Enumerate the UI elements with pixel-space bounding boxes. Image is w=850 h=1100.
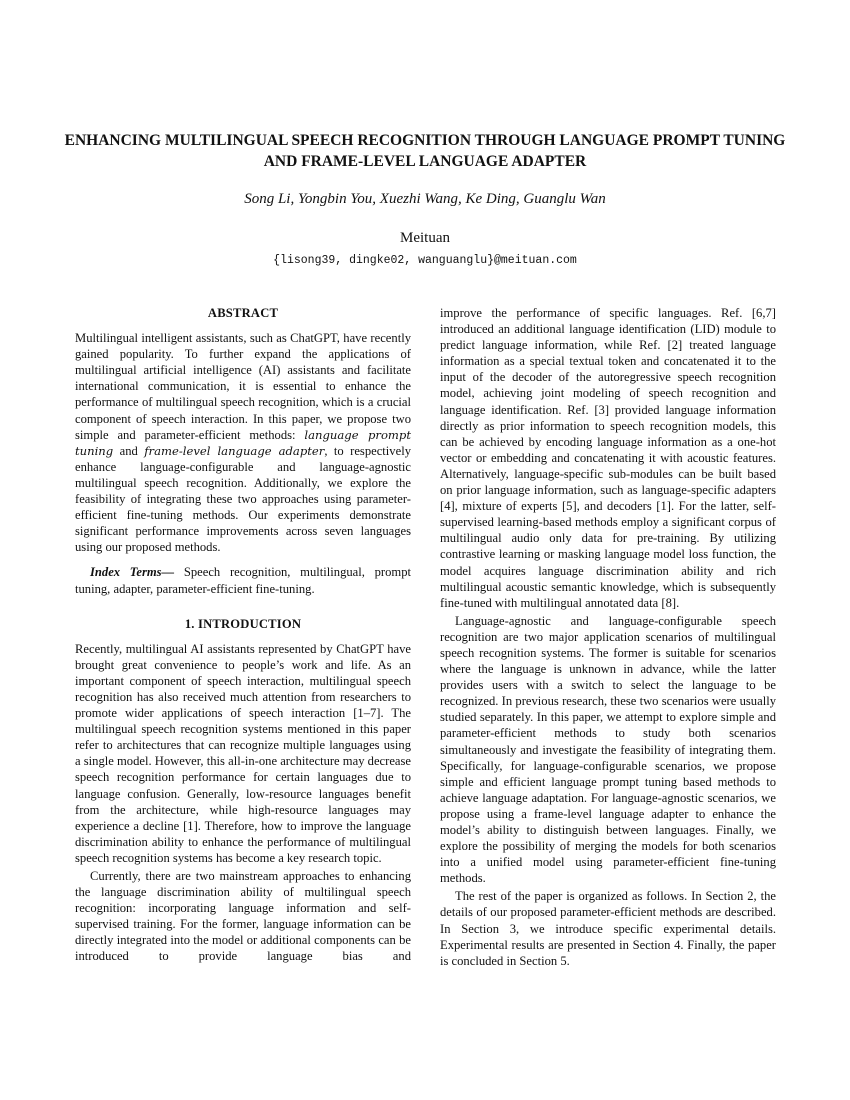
paper-title: ENHANCING MULTILINGUAL SPEECH RECOGNITION THROUGH LANGUAGE PROMPT TUNING AND FRAME-LEVEL LANGUAGE ADAPTER <box>64 132 786 170</box>
intro-paragraph-4: The rest of the paper is organized as follows. In Section 2, the details of our proposed parameter-efficient methods are described. In Section 3, we introduce specific experimental details. Experimental results are presented in Section 4. Finally, the paper is concluded in Section 5. <box>440 889 776 968</box>
method-frame-level-language-adapter: frame-level language adapter <box>144 443 325 458</box>
intro-paragraph-3: Language-agnostic and language-configurable speech recognition are two major application scenarios of multilingual speech recognition systems. The former is suitable for scenarios where the language is unknown in advance, while the latter provides users with a switch to select the language to be recognized. In previous research, these two scenarios were usually studied separately. In this paper, we attempt to explore simple and parameter-efficient methods to study both scenarios simultaneously and investigate the feasibility of integrating them. Specifically, for language-configurable scenarios, we propose simple and efficient language prompt tuning based methods to achieve language adaptation. For language-agnostic scenarios, we propose using a frame-level language adapter to enhance the model’s ability to distinguish between languages. Finally, we explore the possibility of merging the models for both scenarios into a unified model using parameter-efficient fine-tuning methods. <box>440 613 776 886</box>
abstract-heading: ABSTRACT <box>207 306 279 320</box>
abstract-text-after: , to respectively enhance language-configurable and language-agnostic multilingual speech recognition. Additionally, we explore the feasibility of integrating these two approaches using parameter-efficient fine-tuning methods. Our experiments demonstrate significant performance improvements across seven languages using our proposed methods. <box>75 443 411 555</box>
intro-paragraph-2-continued: improve the performance of specific languages. Ref. [6,7] introduced an additional language identification (LID) module to predict language information, while Ref. [2] treated language information as a special textual token and concatenated it to the input of the decoder of the autoregressive speech recognition model, achieving joint modeling of speech recognition and language identification. Ref. [3] provided language information directly as prior information to speech recognition models, this can be achieved by encoding language information as a one-hot vector or embedding and concatenating it with acoustic features. Alternatively, language-specific sub-modules can be built based on prior language information, such as language-specific adapters [4], mixture of experts [5], and decoders [1]. For the latter, self-supervised learning-based methods employ a significant corpus of multilingual audio only data for pre-training. By utilizing contrastive learning or masking language model loss function, the model acquires language discrimination ability and rich multilingual acoustic semantic knowledge, which is subsequently fine-tuned with multilingual annotated data [8]. <box>440 306 776 610</box>
right-column <box>440 305 776 971</box>
index-terms-text: Speech recognition, multilingual, prompt tuning, adapter, parameter-efficient fine-tuning. <box>75 565 411 596</box>
intro-paragraph-2: Currently, there are two mainstream approaches to enhancing the language discrimination ability of multilingual speech recognition: incorporating language information and self-supervised training. For the former, language information can be directly integrated into the model or additional components can be introduced to provide language bias and <box>75 869 411 964</box>
abstract-text <box>75 330 411 555</box>
method-language-prompt-tuning: language prompt tuning <box>75 427 411 458</box>
author-email: {lisong39, dingke02, wanguanglu}@meituan.com <box>273 254 577 267</box>
abstract-text-before: Multilingual intelligent assistants, such as ChatGPT, have recently gained popularity. To further expand the applications of multilingual artificial intelligence (AI) assistants and facilitate international communication, it is essential to enhance the performance of multilingual speech recognition, which is a crucial component of speech interaction. In this paper, we propose two simple and parameter-efficient methods: <box>75 331 411 442</box>
index-terms <box>75 564 411 596</box>
index-terms-label: Index Terms— <box>90 565 175 580</box>
section-heading-introduction: 1. INTRODUCTION <box>184 616 302 631</box>
intro-paragraph-1: Recently, multilingual AI assistants represented by ChatGPT have brought great convenience to people’s work and life. As an important component of speech interaction, multilingual speech recognition has also received much attention from researchers to promote wider applications of speech interaction [1–7]. The multilingual speech recognition systems mentioned in this paper refer to architectures that can recognize multiple languages using a single model. However, this all-in-one architecture may decrease speech recognition performance for certain languages due to language confusion. Generally, low-resource languages benefit from the architecture, while high-resource languages may experience a decline [1]. Therefore, how to improve the language discrimination ability to enhance the performance of multilingual speech recognition systems has become a key research topic. <box>75 641 411 865</box>
left-column <box>75 305 411 967</box>
author-list: Song Li, Yongbin You, Xuezhi Wang, Ke Ding, Guanglu Wan <box>244 191 606 207</box>
abstract-text-and: and <box>113 443 145 458</box>
affiliation: Meituan <box>400 230 450 246</box>
